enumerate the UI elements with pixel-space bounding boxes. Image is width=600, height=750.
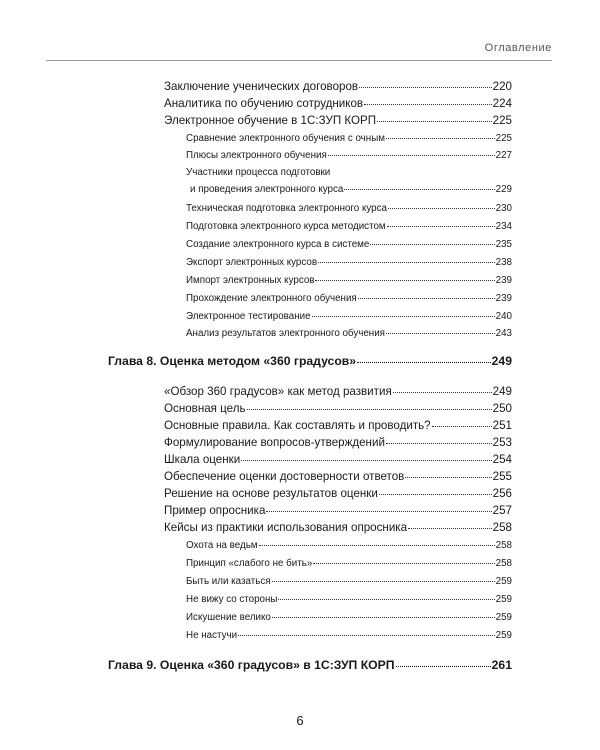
toc-title: Основная цель <box>164 402 246 415</box>
toc-page: 255 <box>492 470 512 483</box>
toc-leader <box>393 392 492 393</box>
toc-title: Быть или казаться <box>186 576 271 587</box>
toc-page: 230 <box>495 203 512 214</box>
toc-title: Кейсы из практики использования опросника <box>164 521 408 534</box>
header-rule <box>46 60 552 61</box>
toc-page: 254 <box>492 453 512 466</box>
toc-entry[interactable] <box>164 453 512 466</box>
toc-page: 225 <box>495 133 512 144</box>
toc-title: Шкала оценки <box>164 453 241 466</box>
toc-chapter-8[interactable] <box>108 354 512 368</box>
toc-page: 225 <box>492 114 512 127</box>
toc-subentry[interactable] <box>186 150 512 161</box>
toc-subentry[interactable] <box>186 540 512 551</box>
toc-page: 261 <box>491 658 512 672</box>
toc-title: Электронное тестирование <box>186 311 311 322</box>
toc-title: Искушение велико <box>186 612 271 623</box>
toc-title: Глава 8. Оценка методом «360 градусов» <box>108 354 357 368</box>
toc-leader <box>247 409 492 410</box>
toc-leader <box>313 563 494 564</box>
toc-page: 235 <box>495 239 512 250</box>
toc-title: Анализ результатов электронного обучения <box>186 328 385 339</box>
toc-subentry[interactable] <box>186 293 512 304</box>
toc-page: 259 <box>495 612 512 623</box>
toc-page: 229 <box>495 184 512 195</box>
toc-entry[interactable] <box>164 487 512 500</box>
toc-page: 249 <box>491 354 512 368</box>
toc-title: Заключение ученических договоров <box>164 80 359 93</box>
toc-subentry-line2[interactable] <box>190 184 512 195</box>
toc-page: 259 <box>495 576 512 587</box>
toc-page: 257 <box>492 504 512 517</box>
toc-leader <box>388 208 495 209</box>
page-number: 6 <box>296 713 304 728</box>
toc-title: Создание электронного курса в системе <box>186 239 370 250</box>
toc-title: Сравнение электронного обучения с очным <box>186 133 385 144</box>
toc-subentry[interactable] <box>186 594 512 605</box>
toc-entry[interactable] <box>164 504 512 517</box>
toc-subentry[interactable] <box>186 239 512 250</box>
toc-leader <box>278 599 494 600</box>
toc-title: Плюсы электронного обучения <box>186 150 327 161</box>
toc-leader <box>315 280 494 281</box>
toc-page: 243 <box>495 328 512 339</box>
toc-page: 234 <box>495 221 512 232</box>
toc-entry[interactable] <box>164 402 512 415</box>
toc-leader <box>272 581 495 582</box>
toc-subentry-line1[interactable] <box>186 167 330 178</box>
toc-entry[interactable] <box>164 97 512 110</box>
toc-leader <box>364 104 492 105</box>
toc-title: Импорт электронных курсов <box>186 275 315 286</box>
toc-page: 249 <box>492 385 512 398</box>
toc-leader <box>357 362 491 363</box>
toc-subentry[interactable] <box>186 275 512 286</box>
toc-subentry[interactable] <box>186 328 512 339</box>
toc-page: 239 <box>495 275 512 286</box>
toc-subentry[interactable] <box>186 558 512 569</box>
toc-entry[interactable] <box>164 521 512 534</box>
toc-page: 251 <box>492 419 512 432</box>
toc-leader <box>379 494 492 495</box>
toc-leader <box>432 426 492 427</box>
toc-title: Обеспечение оценки достоверности ответов <box>164 470 405 483</box>
toc-leader <box>387 226 495 227</box>
toc-title: Аналитика по обучению сотрудников <box>164 97 364 110</box>
toc-page: 258 <box>495 540 512 551</box>
toc-entry[interactable] <box>164 419 512 432</box>
toc-leader <box>312 316 495 317</box>
toc-page: 250 <box>492 402 512 415</box>
toc-page: 239 <box>495 293 512 304</box>
toc-title: Решение на основе результатов оценки <box>164 487 378 500</box>
toc-subentry[interactable] <box>186 221 512 232</box>
toc-page: 258 <box>492 521 512 534</box>
toc-title: Прохождение электронного обучения <box>186 293 357 304</box>
toc-title: Подготовка электронного курса методистом <box>186 221 386 232</box>
toc-leader <box>386 333 495 334</box>
toc-leader <box>238 635 495 636</box>
toc-title: Охота на ведьм <box>186 540 258 551</box>
toc-title: Принцип «слабого не бить» <box>186 558 313 569</box>
toc-subentry[interactable] <box>186 311 512 322</box>
toc-entry[interactable] <box>164 114 512 127</box>
toc-leader <box>241 460 491 461</box>
toc-page: 256 <box>492 487 512 500</box>
toc-title: «Обзор 360 градусов» как метод развития <box>164 385 392 398</box>
toc-entry[interactable] <box>164 80 512 93</box>
toc-title: Глава 9. Оценка «360 градусов» в 1С:ЗУП КОРП <box>108 658 395 672</box>
toc-leader <box>358 298 495 299</box>
toc-leader <box>318 262 495 263</box>
toc-page: 224 <box>492 97 512 110</box>
toc-entry[interactable] <box>164 385 512 398</box>
toc-title: Не настучи <box>186 630 238 641</box>
toc-title: Основные правила. Как составлять и проводить? <box>164 419 431 432</box>
toc-page: 259 <box>495 594 512 605</box>
toc-page: 258 <box>495 558 512 569</box>
toc-page: 220 <box>492 80 512 93</box>
toc-subentry[interactable] <box>186 203 512 214</box>
toc-leader <box>386 138 495 139</box>
toc-chapter-9[interactable] <box>108 658 512 672</box>
toc-leader <box>408 528 492 529</box>
toc-title: Техническая подготовка электронного курса <box>186 203 387 214</box>
toc-leader <box>359 87 492 88</box>
toc-title: Не вижу со стороны <box>186 594 278 605</box>
toc-entry[interactable] <box>164 436 512 449</box>
toc-title: Участники процесса подготовки <box>186 167 331 178</box>
toc-entry[interactable] <box>164 470 512 483</box>
toc-leader <box>259 545 495 546</box>
toc-page: 227 <box>495 150 512 161</box>
toc-leader <box>272 617 495 618</box>
toc-page: 240 <box>495 311 512 322</box>
toc-title: Электронное обучение в 1С:ЗУП КОРП <box>164 114 377 127</box>
toc-page: 238 <box>495 257 512 268</box>
toc-leader <box>396 666 491 667</box>
toc-title: Пример опросника <box>164 504 266 517</box>
running-head: Оглавление <box>484 42 552 54</box>
toc-subentry[interactable] <box>186 133 512 144</box>
toc-leader <box>344 189 494 190</box>
toc-page: 259 <box>495 630 512 641</box>
toc-subentry[interactable] <box>186 630 512 641</box>
toc-leader <box>377 121 492 122</box>
toc-title: Формулирование вопросов-утверждений <box>164 436 385 449</box>
toc-leader <box>386 443 492 444</box>
toc-leader <box>370 244 494 245</box>
toc-leader <box>328 155 495 156</box>
toc-leader <box>266 511 491 512</box>
toc-title: и проведения электронного курса <box>190 184 344 195</box>
toc-subentry[interactable] <box>186 612 512 623</box>
toc-subentry[interactable] <box>186 576 512 587</box>
toc-subentry[interactable] <box>186 257 512 268</box>
toc-page: 253 <box>492 436 512 449</box>
toc-leader <box>405 477 491 478</box>
toc-title: Экспорт электронных курсов <box>186 257 318 268</box>
